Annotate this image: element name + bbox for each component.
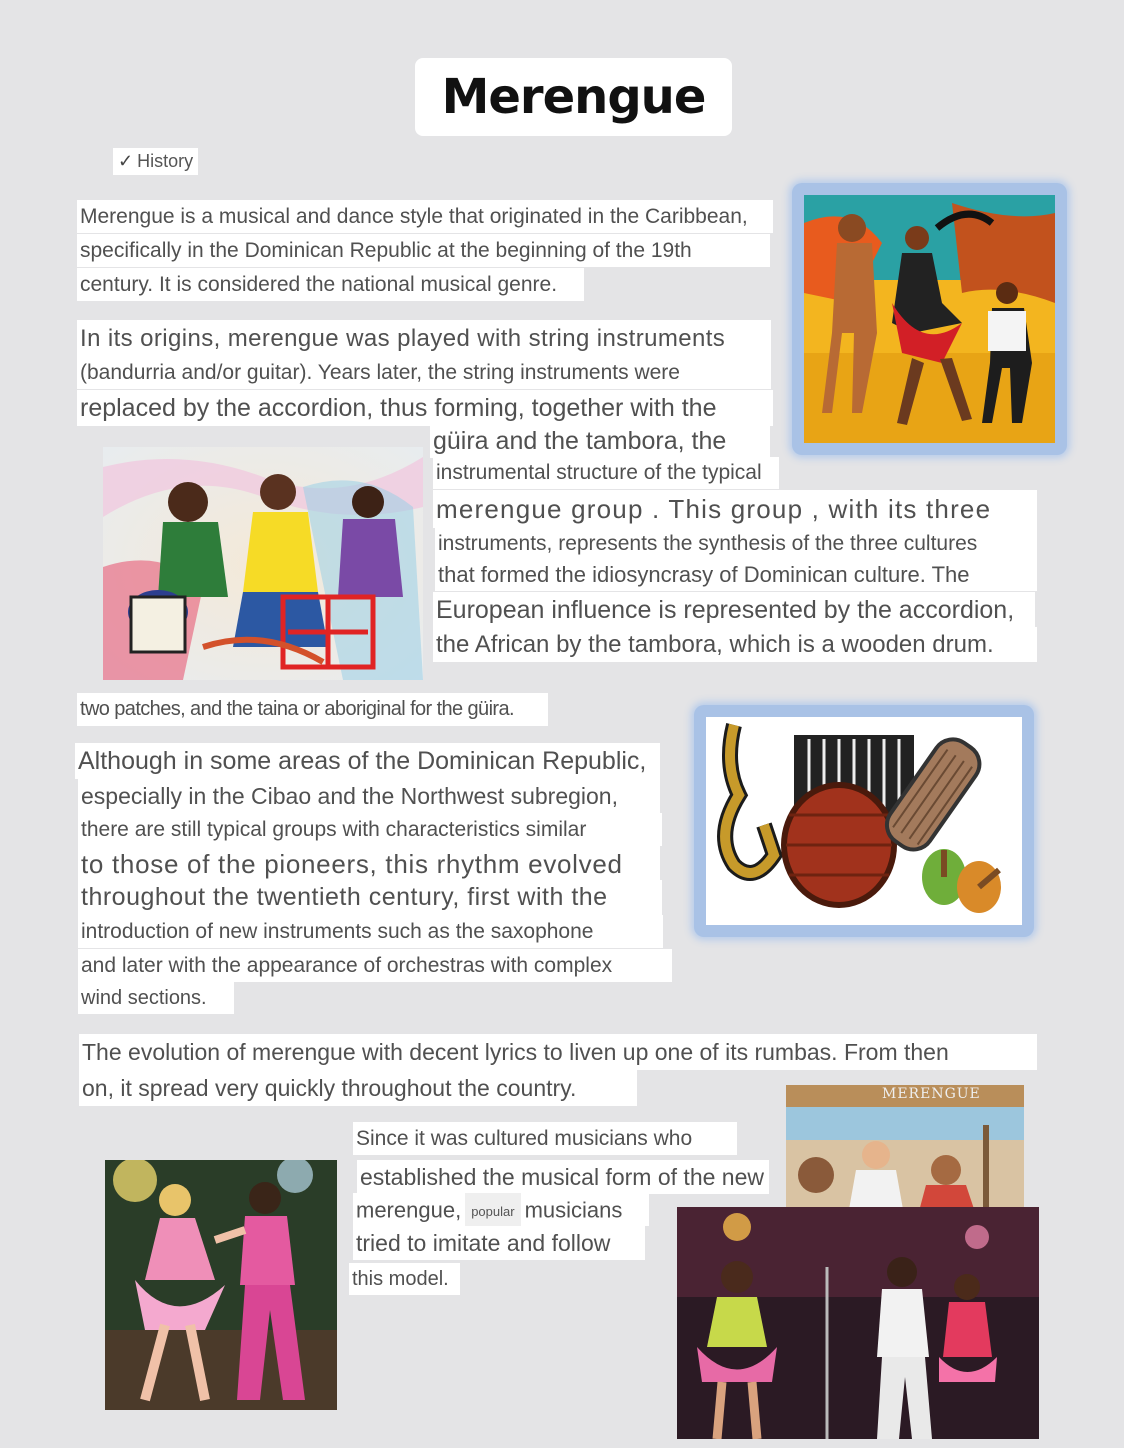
p1-line-2: specifically in the Dominican Republic at the beginning of the 19th <box>77 234 770 267</box>
p5-line-3-start: merengue, <box>356 1197 462 1223</box>
p1-line-1: Merengue is a musical and dance style that originated in the Caribbean, <box>77 200 773 233</box>
p5-line-3-end: musicians <box>524 1197 623 1223</box>
stage-performers-graphic <box>677 1207 1039 1439</box>
p3-line-7: and later with the appearance of orchestras with complex <box>78 949 672 982</box>
section-tag-label: History <box>137 151 194 171</box>
checkmark-icon: ✓ <box>118 151 134 171</box>
p3-line-5: throughout the twentieth century, first with the <box>78 880 662 915</box>
p3-line-3: there are still typical groups with characteristics similar <box>78 813 662 846</box>
popular-chip: popular <box>465 1193 520 1230</box>
page-title: Merengue <box>441 69 706 125</box>
p4-line-2: on, it spread very quickly throughout the country. <box>79 1070 637 1106</box>
p2-line-9: European influence is represented by the accordion, <box>433 592 1035 628</box>
musicians-painting-image <box>103 447 423 680</box>
merengue-poster-graphic <box>786 1085 1024 1215</box>
dancers-painting-graphic <box>792 183 1067 455</box>
p2-line-10: the African by the tambora, which is a wooden drum. <box>433 627 1037 662</box>
instruments-graphic <box>694 705 1034 937</box>
p2-line-5: instrumental structure of the typical <box>433 457 779 489</box>
p5-line-5: this model. <box>349 1263 460 1295</box>
p1-line-3: century. It is considered the national musical genre. <box>77 268 584 301</box>
stage-performers-photo <box>677 1207 1039 1439</box>
instruments-image <box>694 705 1034 937</box>
p2-line-3: replaced by the accordion, thus forming, together with the <box>77 390 773 426</box>
merengue-poster-image <box>786 1085 1024 1215</box>
p5-line-4: tried to imitate and follow <box>353 1226 645 1260</box>
page-title-box <box>415 58 732 136</box>
p4-line-1: The evolution of merengue with decent lyrics to liven up one of its rumbas. From then <box>79 1034 1037 1070</box>
p3-line-6: introduction of new instruments such as the saxophone <box>78 915 663 948</box>
p2-line-4: güira and the tambora, the <box>430 424 770 458</box>
p2-line-11: two patches, and the taina or aboriginal for the güira. <box>77 693 548 726</box>
p2-line-1: In its origins, merengue was played with string instruments <box>77 320 771 358</box>
dance-couple-graphic <box>105 1160 337 1410</box>
p2-line-2: (bandurria and/or guitar). Years later, the string instruments were <box>77 357 771 389</box>
p2-line-7: instruments, represents the synthesis of the three cultures <box>435 528 1037 559</box>
p3-line-1: Although in some areas of the Dominican Republic, <box>75 743 660 779</box>
p5-line-2: established the musical form of the new <box>357 1160 769 1194</box>
p3-line-2: especially in the Cibao and the Northwest subregion, <box>78 779 660 813</box>
p3-line-4: to those of the pioneers, this rhythm evolved <box>78 846 660 882</box>
dance-couple-photo <box>105 1160 337 1410</box>
p2-line-6: merengue group . This group , with its three <box>433 490 1037 528</box>
dancers-painting-image <box>792 183 1067 455</box>
p3-line-8: wind sections. <box>78 982 234 1014</box>
p2-line-8: that formed the idiosyncrasy of Dominican culture. The <box>435 559 1037 591</box>
p5-line-3 <box>353 1193 649 1226</box>
musicians-painting-graphic <box>103 447 423 680</box>
section-tag <box>113 148 198 175</box>
poster-caption: MERENGUE <box>882 1086 981 1102</box>
p5-line-1: Since it was cultured musicians who <box>353 1122 737 1155</box>
